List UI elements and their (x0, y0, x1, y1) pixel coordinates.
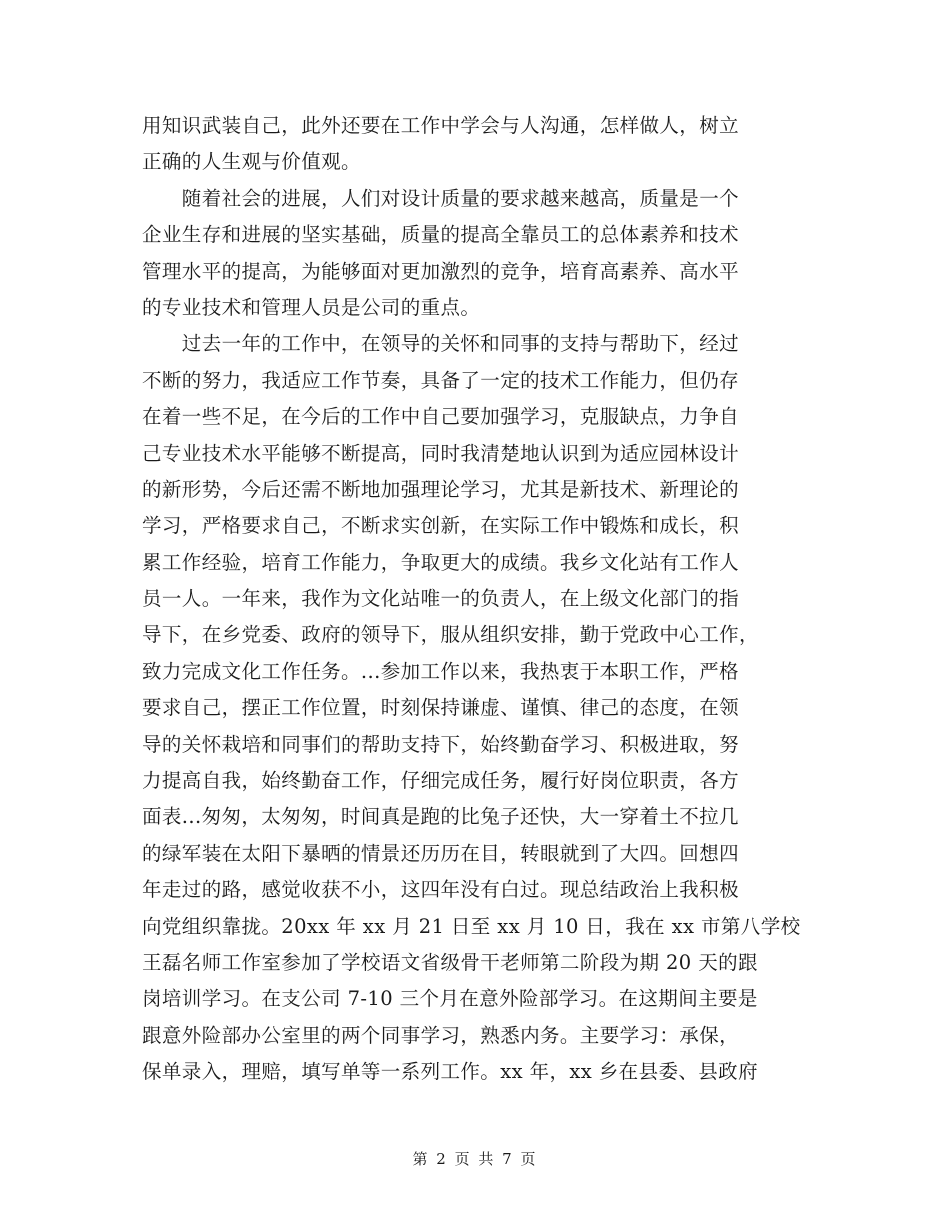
text-line: 在着一些不足，在今后的工作中自己要加强学习，克服缺点，力争自 (142, 405, 740, 429)
text-line: 要求自己，摆正工作位置，时刻保持谦虚、谨慎、律己的态度，在领 (142, 696, 740, 720)
text-line: 年走过的路，感觉收获不小，这四年没有白过。现总结政治上我积极 (142, 878, 740, 902)
body-text (142, 108, 812, 1091)
text-line: 跟意外险部办公室里的两个同事学习，熟悉内务。主要学习：承保， (142, 1023, 740, 1047)
text-line: 面表...匆匆，太匆匆，时间真是跑的比兔子还快，大一穿着土不拉几 (142, 805, 739, 829)
text-line: 过去一年的工作中，在领导的关怀和同事的支持与帮助下，经过 (142, 332, 740, 356)
text-line: 向党组织靠拢。20xx 年 xx 月 21 日至 xx 月 10 日，我在 xx 市第八学校 (142, 914, 801, 938)
text-line: 的专业技术和管理人员是公司的重点。 (142, 295, 481, 319)
text-line: 致力完成文化工作任务。...参加工作以来，我热衷于本职工作，严格 (142, 659, 739, 683)
text-line: 管理水平的提高，为能够面对更加激烈的竞争，培育高素养、高水平 (142, 259, 740, 283)
text-line: 企业生存和进展的坚实基础，质量的提高全靠员工的总体素养和技术 (142, 223, 740, 247)
text-line: 保单录入，理赔，填写单等一系列工作。xx 年，xx 乡在县委、县政府 (142, 1060, 758, 1084)
text-line: 力提高自我，始终勤奋工作，仔细完成任务，履行好岗位职责，各方 (142, 769, 740, 793)
text-line: 王磊名师工作室参加了学校语文省级骨干老师第二阶段为期 20 天的跟 (142, 950, 758, 974)
text-line: 用知识武装自己，此外还要在工作中学会与人沟通，怎样做人，树立 (142, 114, 740, 137)
text-line: 累工作经验，培育工作能力，争取更大的成绩。我乡文化站有工作人 (142, 550, 740, 574)
text-line: 的新形势，今后还需不断地加强理论学习，尤其是新技术、新理论的 (142, 477, 740, 501)
text-line: 岗培训学习。在支公司 7-10 三个月在意外险部学习。在这期间主要是 (142, 987, 758, 1011)
text-line: 学习，严格要求自己，不断求实创新，在实际工作中锻炼和成长，积 (142, 514, 740, 538)
page-number-footer: 第 2 页 共 7 页 (412, 1150, 538, 1168)
text-line: 的绿军装在太阳下暴晒的情景还历历在目，转眼就到了大四。回想四 (142, 841, 740, 865)
text-line: 己专业技术水平能够不断提高，同时我清楚地认识到为适应园林设计 (142, 441, 740, 465)
text-line: 导下，在乡党委、政府的领导下，服从组织安排，勤于党政中心工作， (142, 623, 759, 647)
text-line: 正确的人生观与价值观。 (142, 150, 361, 174)
text-line: 随着社会的进展，人们对设计质量的要求越来越高，质量是一个 (142, 186, 740, 210)
text-line: 员一人。一年来，我作为文化站唯一的负责人，在上级文化部门的指 (142, 587, 740, 611)
text-line: 导的关怀栽培和同事们的帮助支持下，始终勤奋学习、积极进取，努 (142, 732, 740, 756)
text-line: 不断的努力，我适应工作节奏，具备了一定的技术工作能力，但仍存 (142, 368, 740, 392)
